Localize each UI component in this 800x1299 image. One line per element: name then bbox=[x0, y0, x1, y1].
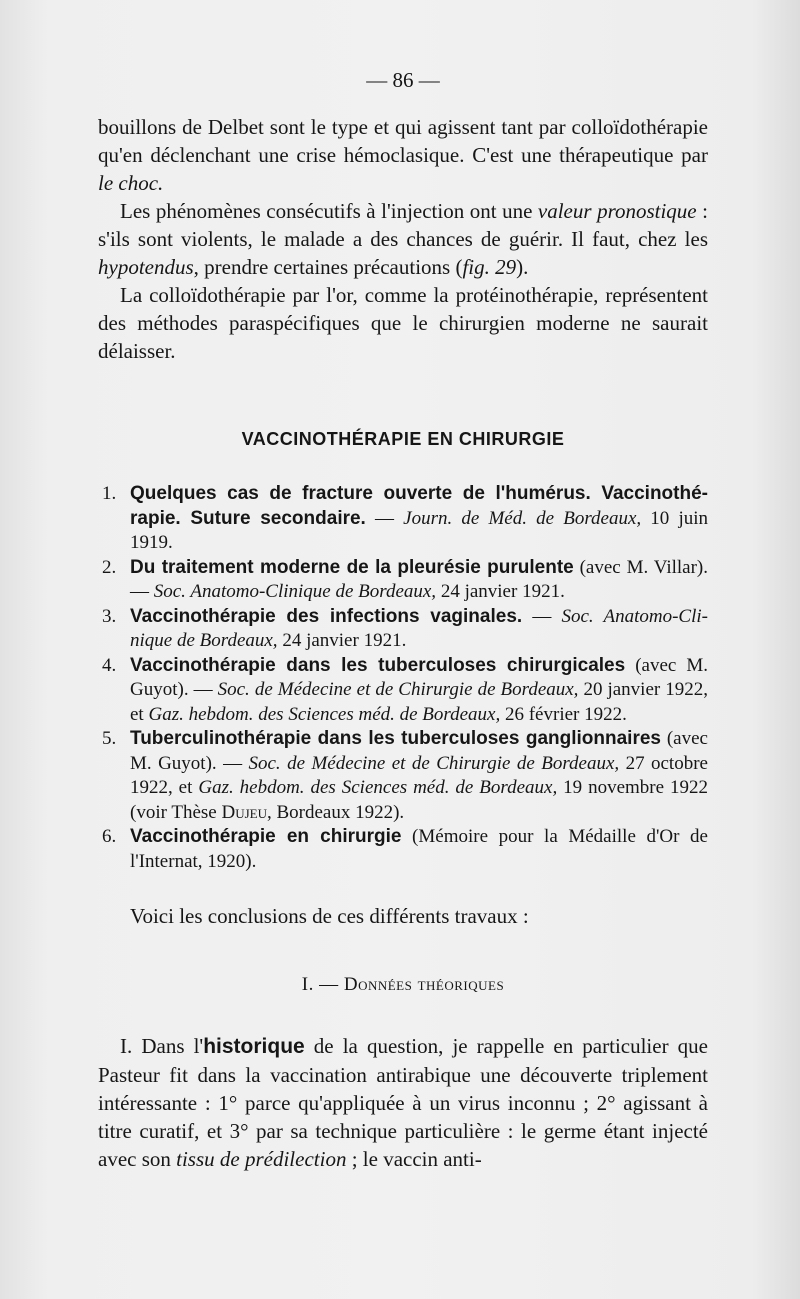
reference-date: 20 janvier 1922, et bbox=[130, 679, 708, 725]
paragraph-2-text-d: ). bbox=[516, 255, 529, 279]
reference-number: 6. bbox=[102, 826, 117, 847]
section-title-text: Données théoriques bbox=[343, 974, 505, 995]
reference-date: 27 octobre 1922, et bbox=[130, 752, 708, 798]
final-paragraph-text-c: ; le vaccin anti- bbox=[346, 1147, 482, 1171]
section-numeral: I. — bbox=[301, 974, 344, 995]
reference-note: (Mémoire pour la Médaille d'Or de l'Internat, 1920). bbox=[130, 826, 708, 872]
reference-number: 1. bbox=[102, 483, 117, 504]
reference-journal: Soc. Anatomo-Clinique de Bordeaux, bbox=[153, 581, 437, 602]
final-paragraph bbox=[98, 1032, 708, 1173]
paragraph-2-emphasis-2: hypotendus bbox=[98, 255, 194, 279]
page-number: — 86 — bbox=[366, 68, 440, 92]
paragraph-3: La colloïdothérapie par l'or, comme la protéinothérapie, représentent des méthodes paraspécifiques que le chirurgien moderne ne saurait délaisser. bbox=[98, 283, 708, 363]
reference-date: 24 janvier 1921. bbox=[277, 630, 407, 651]
paragraph-2-text-a: Les phénomènes consécutifs à l'injection ont une bbox=[120, 199, 538, 223]
reference-coauthor: (avec M. Guyot). — bbox=[130, 654, 708, 700]
paragraph-1 bbox=[98, 113, 708, 197]
reference-author-name: Dujeu bbox=[221, 801, 267, 823]
reference-item bbox=[98, 605, 708, 654]
paragraph-1-emphasis: le choc. bbox=[98, 171, 164, 195]
reference-item bbox=[98, 825, 708, 874]
reference-title: Vaccinothérapie des infections vaginales. bbox=[130, 605, 523, 627]
reference-title: Vaccinothérapie dans les tuberculoses chirurgicales bbox=[130, 654, 626, 676]
reference-title: Vaccinothérapie en chirurgie bbox=[130, 826, 402, 847]
reference-journal: Soc. de Médecine et de Chirurgie de Bordeaux, bbox=[217, 679, 579, 700]
reference-date-3: , Bordeaux 1922). bbox=[266, 801, 405, 823]
reference-number: 5. bbox=[102, 728, 117, 749]
reference-date-2: 26 février 1922. bbox=[500, 703, 627, 725]
reference-date: 24 janvier 1921. bbox=[436, 581, 565, 602]
reference-title: Tuberculinothérapie dans les tuberculoses ganglionnaires bbox=[130, 728, 661, 749]
reference-item bbox=[98, 654, 708, 728]
paragraph-1-text: bouillons de Delbet sont le type et qui agissent tant par colloïdothérapie qu'en déclenchant une crise hémoclasique. C'est une thérapeutique par bbox=[98, 115, 708, 167]
final-paragraph-text-a: I. Dans l' bbox=[120, 1034, 204, 1058]
final-paragraph-text-b: de la question, je rappelle en particulier que Pasteur fit dans la vaccination antirabique une découverte triplement intéressante : 1° parce qu'appliquée à un virus inconnu ; 2° agissant à titre curatif, et 3° par sa technique particulière : le germe étant injecté avec son bbox=[98, 1034, 708, 1171]
reference-title: Quelques cas de fracture ouverte de l'humérus. Vaccinothérapie. Suture secondaire. bbox=[130, 483, 708, 529]
conclusions-intro: Voici les conclusions de ces différents travaux : bbox=[130, 904, 529, 928]
figure-reference: fig. 29 bbox=[462, 255, 517, 279]
reference-journal-2: Gaz. hebdom. des Sciences méd. de Bordeaux, bbox=[148, 703, 501, 725]
reference-journal: Soc. de Médecine et de Chirurgie de Bordeaux, bbox=[248, 752, 620, 774]
reference-separator: — bbox=[522, 605, 562, 627]
reference-date: 10 juin 1919. bbox=[130, 507, 709, 553]
paragraph-2 bbox=[98, 197, 708, 281]
reference-date-2: 19 novembre 1922 (voir Thèse bbox=[130, 777, 708, 823]
reference-journal: Soc. Anatomo-Clinique de Bordeaux, bbox=[130, 605, 708, 651]
reference-coauthor: (avec M. Guyot). — bbox=[130, 728, 708, 774]
final-paragraph-bold: historique bbox=[203, 1035, 305, 1058]
reference-title: Du traitement moderne de la pleurésie purulente bbox=[130, 556, 574, 578]
reference-coauthor: (avec M. Villar). — bbox=[130, 556, 708, 602]
reference-number: 3. bbox=[102, 605, 117, 627]
section-title bbox=[98, 974, 708, 996]
reference-separator: — bbox=[365, 507, 404, 529]
paragraph-2-text-b: : s'ils sont violents, le malade a des chances de guérir. Il faut, chez les bbox=[98, 199, 708, 251]
reference-item bbox=[98, 482, 708, 556]
final-paragraph-emphasis: tissu de prédilection bbox=[176, 1147, 347, 1171]
reference-journal: Journ. de Méd. de Bordeaux, bbox=[403, 507, 642, 529]
section-heading: VACCINOTHÉRAPIE EN CHIRURGIE bbox=[241, 429, 565, 449]
reference-number: 2. bbox=[102, 556, 117, 578]
reference-item bbox=[98, 556, 708, 605]
paragraph-2-emphasis-1: valeur pronostique bbox=[537, 199, 697, 223]
reference-number: 4. bbox=[102, 654, 117, 676]
reference-journal-2: Gaz. hebdom. des Sciences méd. de Bordeaux, bbox=[198, 777, 558, 798]
reference-item bbox=[98, 727, 708, 825]
reference-list bbox=[98, 482, 708, 874]
paragraph-2-text-c: , prendre certaines précautions ( bbox=[193, 255, 463, 279]
